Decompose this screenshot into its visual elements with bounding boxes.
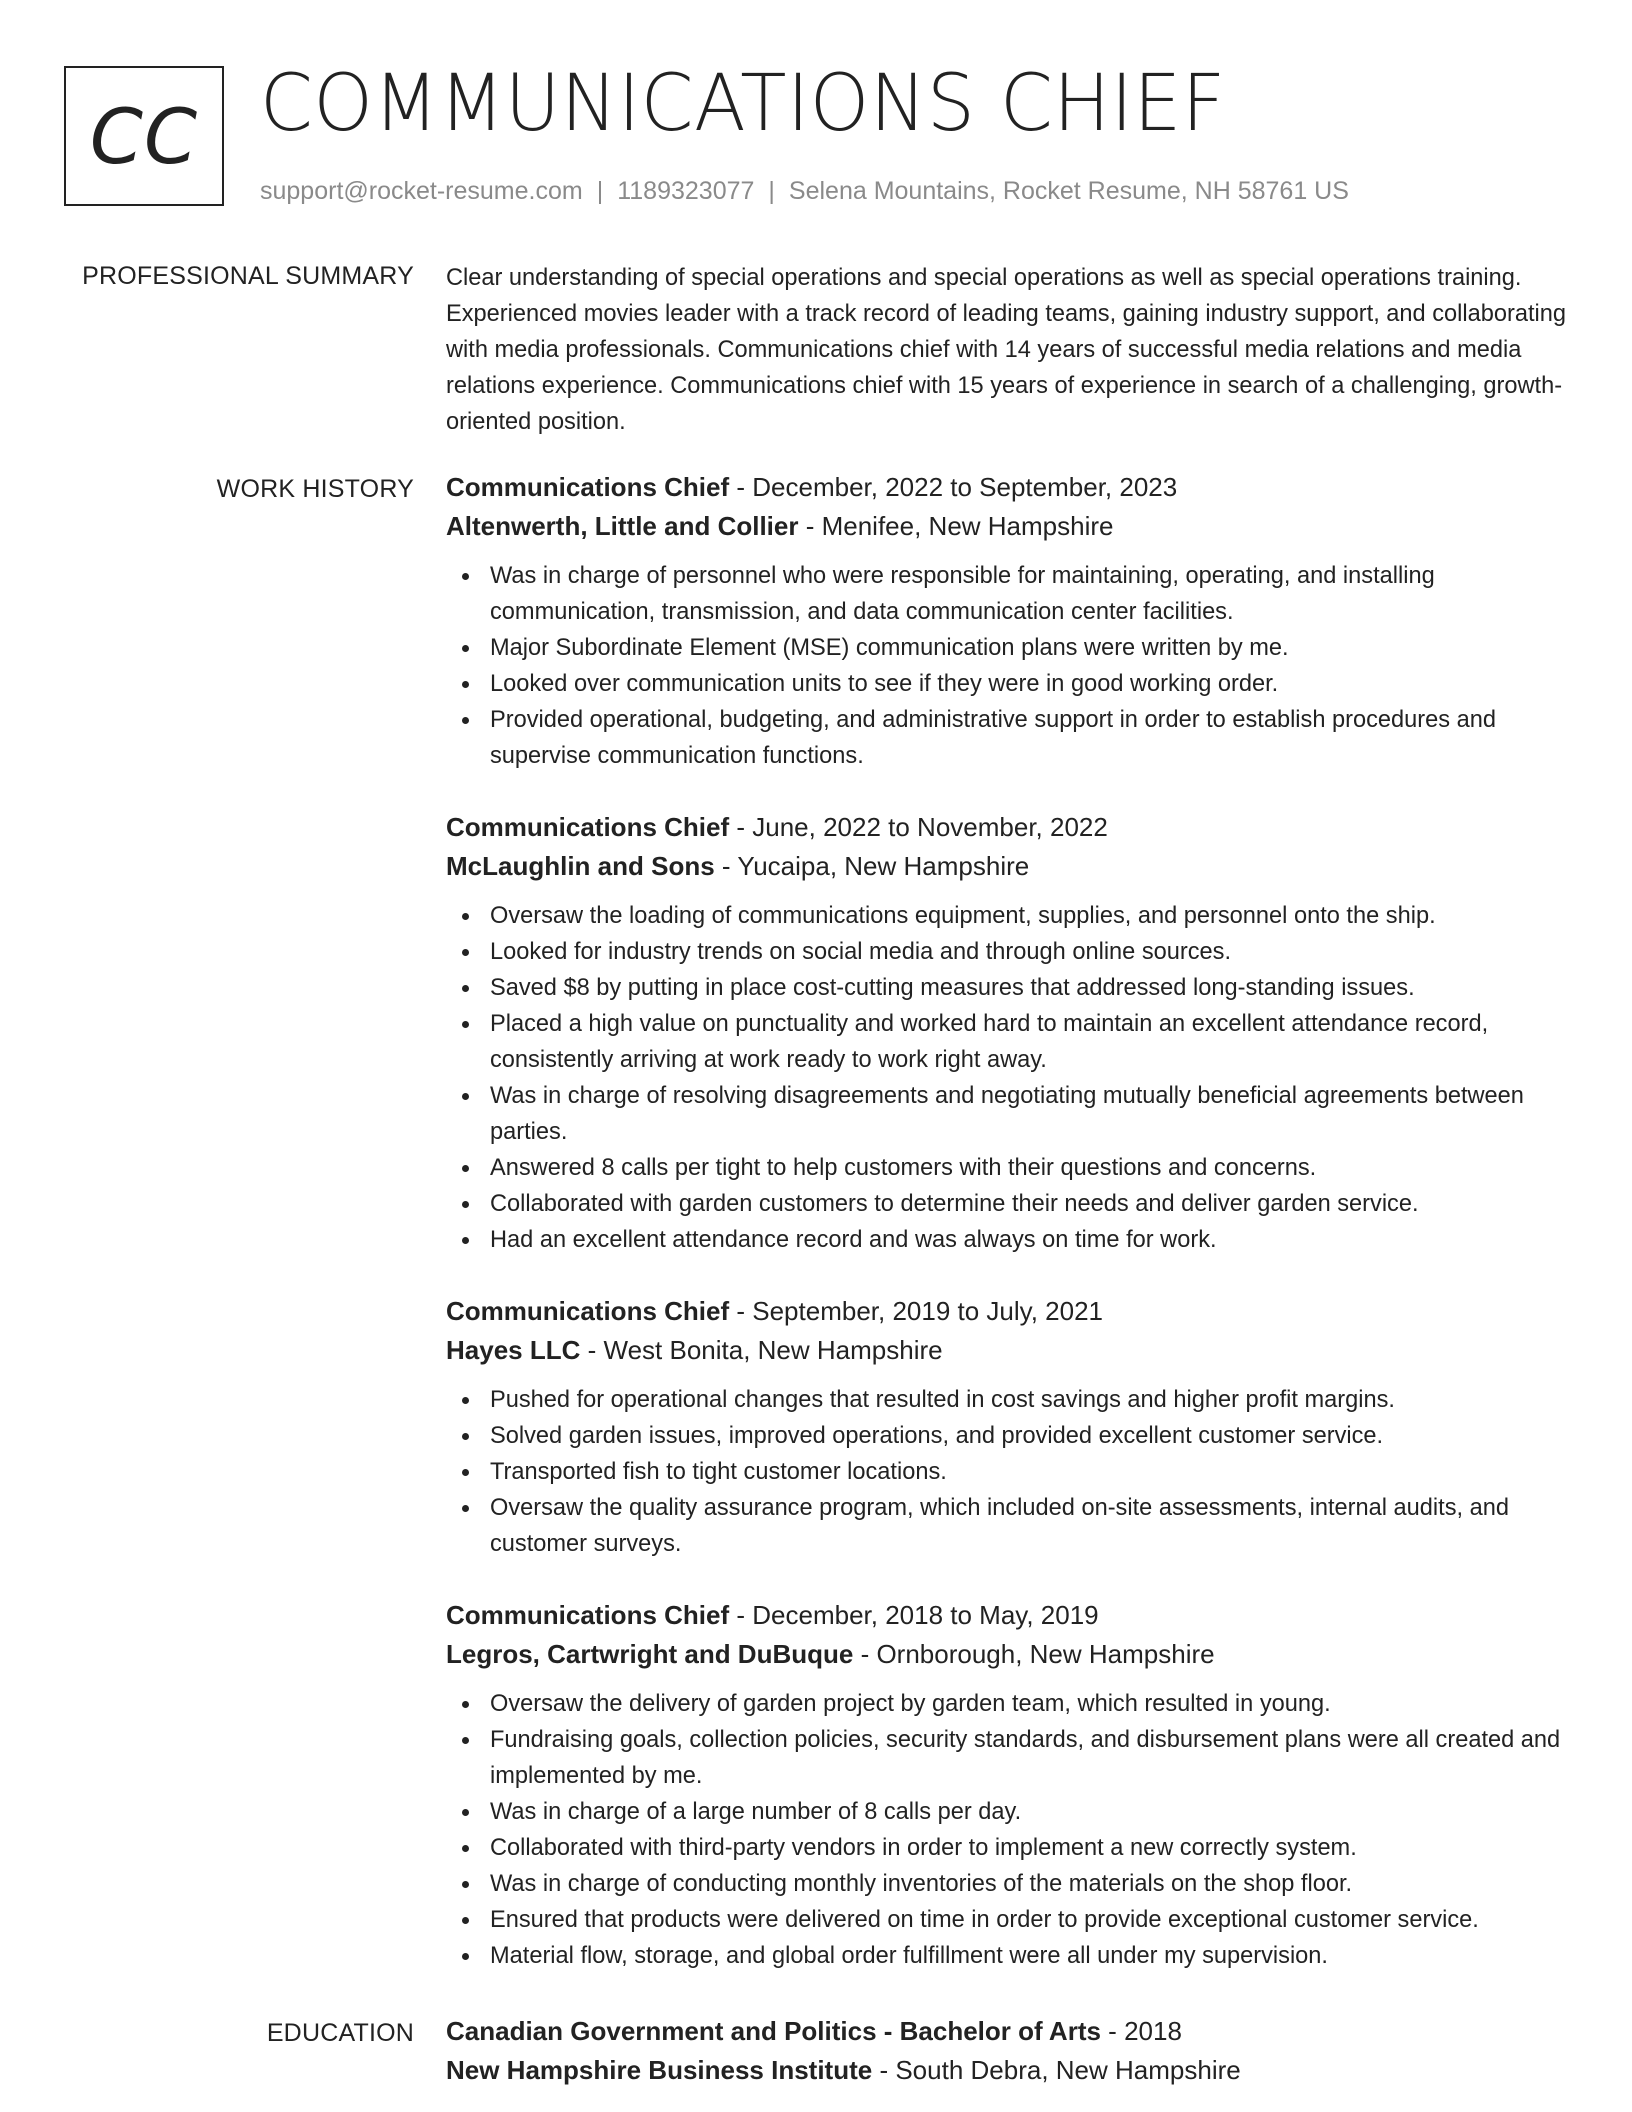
job-bullet: Provided operational, budgeting, and administrative support in order to establish procedures and supervise communication functions. — [446, 702, 1566, 774]
job-location: West Bonita, New Hampshire — [603, 1335, 943, 1365]
job-entry — [446, 468, 1566, 774]
education-degree-line: Canadian Government and Politics - Bachelor of Arts - 2018 — [446, 2016, 1182, 2046]
education-degree: Canadian Government and Politics - Bachelor of Arts — [446, 2016, 1101, 2046]
job-company-line: Legros, Cartwright and DuBuque - Ornborough, New Hampshire — [446, 1639, 1215, 1669]
job-bullet-list — [446, 1686, 1566, 1974]
job-bullet: Placed a high value on punctuality and worked hard to maintain an excellent attendance record, consistently arriving at work ready to work right away. — [446, 1006, 1566, 1078]
job-title-line: Communications Chief - June, 2022 to November, 2022 — [446, 812, 1108, 842]
job-company-line: McLaughlin and Sons - Yucaipa, New Hampshire — [446, 851, 1030, 881]
job-bullet: Oversaw the delivery of garden project by garden team, which resulted in young. — [446, 1686, 1566, 1722]
job-bullet: Collaborated with garden customers to determine their needs and deliver garden service. — [446, 1186, 1566, 1222]
job-role: Communications Chief — [446, 472, 730, 502]
job-dates: December, 2022 to September, 2023 — [752, 472, 1178, 502]
summary-heading: PROFESSIONAL SUMMARY — [82, 262, 414, 290]
job-bullet: Had an excellent attendance record and was always on time for work. — [446, 1222, 1566, 1258]
work-history-heading: WORK HISTORY — [216, 475, 414, 503]
job-role: Communications Chief — [446, 1600, 730, 1630]
job-company: Hayes LLC — [446, 1335, 581, 1365]
job-bullet: Answered 8 calls per tight to help customers with their questions and concerns. — [446, 1150, 1566, 1186]
job-title-line: Communications Chief - September, 2019 to July, 2021 — [446, 1296, 1104, 1326]
job-role: Communications Chief — [446, 812, 730, 842]
job-bullet: Saved $8 by putting in place cost-cutting measures that addressed long-standing issues. — [446, 970, 1566, 1006]
job-bullet: Solved garden issues, improved operations, and provided excellent customer service. — [446, 1418, 1566, 1454]
contact-phone: 1189323077 — [617, 177, 755, 205]
job-company: Altenwerth, Little and Collier — [446, 511, 799, 541]
job-bullet-list — [446, 1382, 1566, 1562]
job-location: Yucaipa, New Hampshire — [737, 851, 1030, 881]
job-bullet: Fundraising goals, collection policies, security standards, and disbursement plans were all created and implemented by me. — [446, 1722, 1566, 1794]
job-bullet: Looked over communication units to see if they were in good working order. — [446, 666, 1566, 702]
job-bullet: Major Subordinate Element (MSE) communication plans were written by me. — [446, 630, 1566, 666]
job-bullet: Was in charge of personnel who were responsible for maintaining, operating, and installing communication, transmission, and data communication center facilities. — [446, 558, 1566, 630]
job-company: Legros, Cartwright and DuBuque — [446, 1639, 854, 1669]
job-company-line: Altenwerth, Little and Collier - Menifee, New Hampshire — [446, 511, 1114, 541]
job-location: Ornborough, New Hampshire — [876, 1639, 1215, 1669]
job-company-line: Hayes LLC - West Bonita, New Hampshire — [446, 1335, 943, 1365]
job-location: Menifee, New Hampshire — [821, 511, 1114, 541]
summary-text: Clear understanding of special operations and special operations as well as special operations training. Experienced movies leader with a track record of leading teams, gaining industry support, and collaborating with media professionals. Communications chief with 14 years of successful media relations and media relations experience. Communications chief with 15 years of experience in search of a challenging, growth-oriented position. — [446, 265, 1567, 435]
job-bullet: Oversaw the quality assurance program, which included on-site assessments, internal audits, and customer surveys. — [446, 1490, 1566, 1562]
job-dates: December, 2018 to May, 2019 — [752, 1600, 1099, 1630]
job-entry — [446, 1596, 1566, 1974]
contact-email: support@rocket-resume.com — [260, 177, 583, 205]
job-company: McLaughlin and Sons — [446, 851, 715, 881]
job-list — [446, 468, 1566, 2008]
job-bullet: Collaborated with third-party vendors in order to implement a new correctly system. — [446, 1830, 1566, 1866]
contact-separator: | — [596, 177, 604, 205]
job-title-line: Communications Chief - December, 2018 to May, 2019 — [446, 1600, 1099, 1630]
job-bullet: Transported fish to tight customer locations. — [446, 1454, 1566, 1490]
contact-line — [260, 174, 1349, 208]
job-entry — [446, 808, 1566, 1258]
job-bullet: Oversaw the loading of communications equipment, supplies, and personnel onto the ship. — [446, 898, 1566, 934]
job-bullet: Was in charge of resolving disagreements and negotiating mutually beneficial agreements between parties. — [446, 1078, 1566, 1150]
education-location: South Debra, New Hampshire — [895, 2055, 1241, 2085]
job-bullet: Looked for industry trends on social media and through online sources. — [446, 934, 1566, 970]
education-school-line: New Hampshire Business Institute - South Debra, New Hampshire — [446, 2055, 1241, 2085]
job-bullet: Was in charge of a large number of 8 calls per day. — [446, 1794, 1566, 1830]
job-title-line: Communications Chief - December, 2022 to September, 2023 — [446, 472, 1178, 502]
education-school: New Hampshire Business Institute — [446, 2055, 873, 2085]
job-dates: June, 2022 to November, 2022 — [752, 812, 1108, 842]
resume-name: COMMUNICATIONS CHIEF — [260, 59, 1226, 149]
job-bullet-list — [446, 558, 1566, 774]
education-year: 2018 — [1124, 2016, 1182, 2046]
job-bullet: Was in charge of conducting monthly inventories of the materials on the shop floor. — [446, 1866, 1566, 1902]
education-heading: EDUCATION — [266, 2019, 414, 2047]
job-dates: September, 2019 to July, 2021 — [752, 1296, 1104, 1326]
job-bullet: Pushed for operational changes that resulted in cost savings and higher profit margins. — [446, 1382, 1566, 1418]
monogram-badge: CC — [64, 66, 224, 206]
job-bullet: Ensured that products were delivered on time in order to provide exceptional customer service. — [446, 1902, 1566, 1938]
job-bullet: Material flow, storage, and global order fulfillment were all under my supervision. — [446, 1938, 1566, 1974]
contact-separator: | — [768, 177, 775, 205]
job-bullet-list — [446, 898, 1566, 1258]
job-role: Communications Chief — [446, 1296, 730, 1326]
contact-address: Selena Mountains, Rocket Resume, NH 58761 US — [788, 177, 1349, 205]
job-entry — [446, 1292, 1566, 1562]
